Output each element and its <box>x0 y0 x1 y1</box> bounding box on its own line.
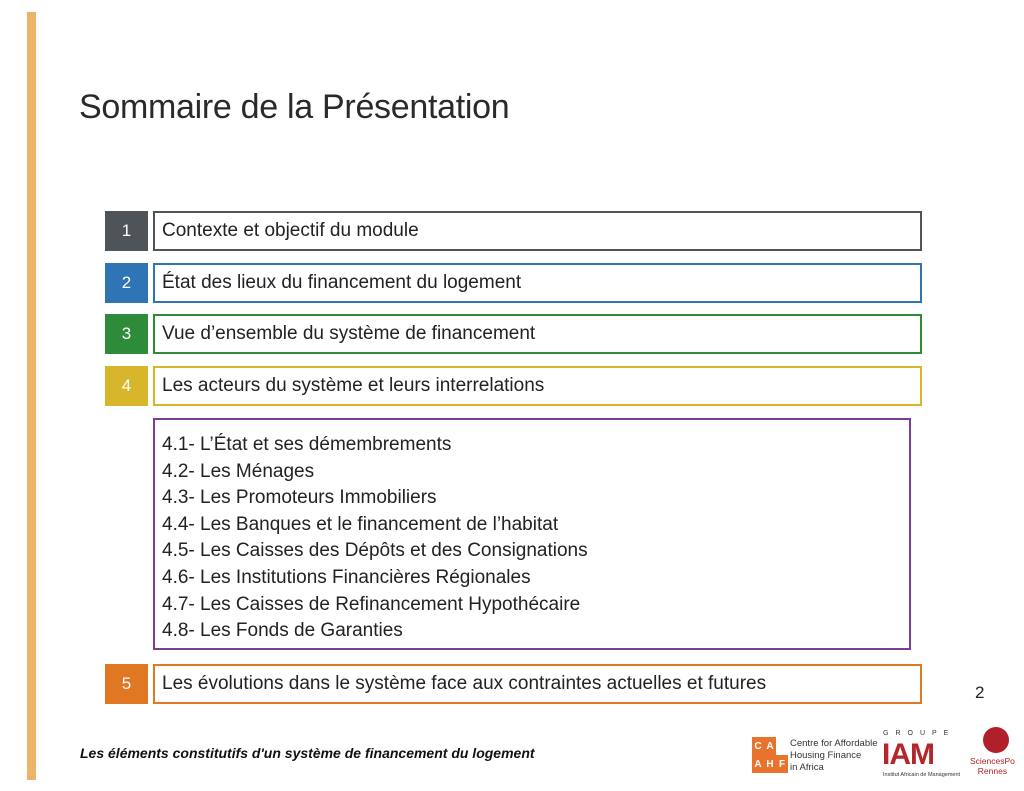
iam-groupe-label: GROUPE <box>883 730 956 737</box>
section-number-5: 5 <box>105 664 148 704</box>
subsection-item: 4.5- Les Caisses des Dépôts et des Consignations <box>162 540 588 562</box>
caahf-logo <box>752 737 788 773</box>
caahf-text-line: Housing Finance <box>790 750 862 761</box>
caahf-text-line: in Africa <box>790 762 824 773</box>
page-number: 2 <box>975 683 985 702</box>
subsection-item: 4.7- Les Caisses de Refinancement Hypothécaire <box>162 593 581 615</box>
subsection-item: 4.6- Les Institutions Financières Régionales <box>162 566 531 588</box>
left-accent-bar <box>27 12 36 780</box>
sciencespo-text-line: Rennes <box>977 766 1008 776</box>
section-number-3: 3 <box>105 314 148 354</box>
iam-logo-subtitle: Institut Africain de Management <box>883 772 961 778</box>
caahf-logo-cell: A <box>752 755 764 773</box>
footer-title: Les éléments constitutifs d'un système de financement du logement <box>80 745 535 761</box>
section-item-4: Les acteurs du système et leurs interrelations <box>153 366 922 406</box>
section-item-5: Les évolutions dans le système face aux contraintes actuelles et futures <box>153 664 922 704</box>
subsection-item: 4.2- Les Ménages <box>162 460 315 482</box>
subsection-item: 4.8- Les Fonds de Garanties <box>162 620 403 642</box>
subsection-item: 4.1- L’État et ses démembrements <box>162 434 452 455</box>
iam-logo: IAM <box>882 738 934 771</box>
caahf-logo-cell: F <box>776 755 788 773</box>
caahf-logo-cell <box>776 737 788 755</box>
caahf-logo-cell: H <box>764 755 776 773</box>
subsection-list <box>153 418 911 650</box>
sciencespo-logo-icon <box>983 727 1009 753</box>
section-item-2: État des lieux du financement du logement <box>153 263 922 303</box>
section-number-2: 2 <box>105 263 148 303</box>
sciencespo-text-line: SciencesPo <box>970 756 1015 766</box>
subsection-item: 4.3- Les Promoteurs Immobiliers <box>162 487 437 509</box>
section-number-4: 4 <box>105 366 148 406</box>
caahf-logo-cell: A <box>764 737 776 755</box>
section-number-1: 1 <box>105 211 148 251</box>
page-title: Sommaire de la Présentation <box>79 88 510 126</box>
caahf-logo-text <box>790 738 878 774</box>
section-item-1: Contexte et objectif du module <box>153 211 922 251</box>
caahf-logo-cell: C <box>752 737 764 755</box>
subsection-item: 4.4- Les Banques et le financement de l’habitat <box>162 513 559 535</box>
section-item-3: Vue d’ensemble du système de financement <box>153 314 922 354</box>
sciencespo-logo-text <box>970 756 1015 776</box>
caahf-text-line: Centre for Affordable <box>790 738 878 749</box>
